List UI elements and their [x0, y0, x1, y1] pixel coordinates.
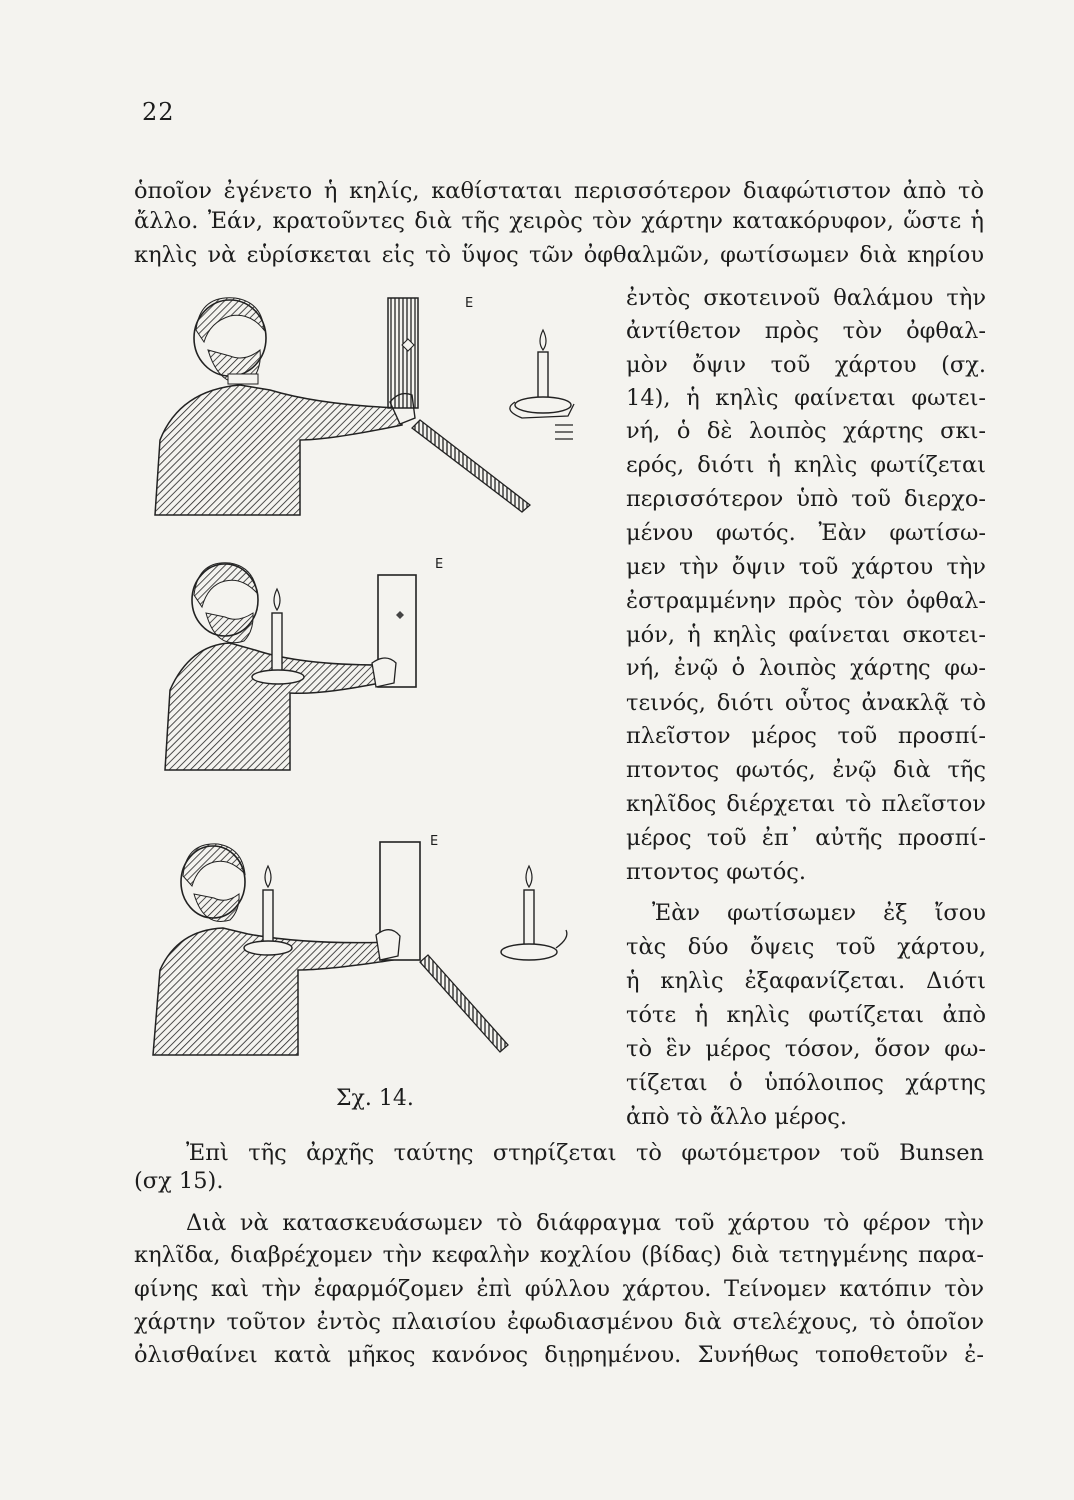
- text-line: μεν τὴν ὄψιν τοῦ χάρτου τὴν: [626, 554, 986, 580]
- text-line: τὰς δύο ὄψεις τοῦ χάρτου,: [626, 934, 986, 960]
- text-line: κηλὶς νὰ εὑρίσκεται εἰς τὸ ὕψος τῶν ὀφθαλμῶν, φωτίσωμεν διὰ κηρίου: [134, 242, 984, 268]
- text-line: ἡ κηλὶς ἐξαφανίζεται. Διότι: [626, 968, 986, 994]
- text-line: κηλῖδος διέρχεται τὸ πλεῖστον: [626, 791, 986, 817]
- text-line: χάρτην τοῦτον ἐντὸς πλαισίου ἐφωδιασμένου διὰ στελέχους, τὸ ὁποῖον: [134, 1309, 984, 1335]
- figure-panel-middle: [150, 555, 470, 775]
- text-line: μένου φωτός. Ἐὰν φωτίσω-: [626, 520, 986, 546]
- text-line: πτοντος φωτός, ἐνῷ διὰ τῆς: [626, 757, 986, 783]
- text-line: τὸ ἓν μέρος τόσον, ὅσον φω-: [626, 1036, 986, 1062]
- text-line: ἄλλο. Ἐάν, κρατοῦντες διὰ τῆς χειρὸς τὸν χάρτην κατακόρυφον, ὥστε ἡ: [134, 208, 984, 234]
- text-line: νή, ὁ δὲ λοιπὸς χάρτης σκι-: [626, 418, 986, 444]
- screen-label: Ε: [435, 557, 444, 572]
- text-line: τεινός, διότι οὗτος ἀνακλᾷ τὸ: [626, 690, 986, 716]
- screen-label: Ε: [430, 834, 439, 849]
- illustration-man-paper-candle: [150, 290, 590, 520]
- text-line: 14), ἡ κηλὶς φαίνεται φωτει-: [626, 385, 986, 411]
- text-line: ερός, διότι ἡ κηλὶς φωτίζεται: [626, 452, 986, 478]
- page-number: 22: [142, 98, 175, 126]
- text-line: ὁποῖον ἐγένετο ἡ κηλίς, καθίσταται περισσότερον διαφώτιστον ἀπὸ τὸ: [134, 178, 984, 204]
- text-line: (σχ 15).: [134, 1168, 224, 1194]
- screen-label: Ε: [465, 296, 474, 311]
- text-line: Ἐπὶ τῆς ἀρχῆς ταύτης στηρίζεται τὸ φωτόμετρον τοῦ Bunsen: [186, 1140, 984, 1166]
- text-line: ὀλισθαίνει κατὰ μῆκος κανόνος διῃρημένου. Συνήθως τοποθετοῦν ἐ-: [134, 1342, 984, 1368]
- text-line: Ἐὰν φωτίσωμεν ἐξ ἴσου: [652, 900, 986, 926]
- text-line: Διὰ νὰ κατασκευάσωμεν τὸ διάφραγμα τοῦ χάρτου τὸ φέρον τὴν: [186, 1210, 984, 1236]
- text-line: τίζεται ὁ ὑπόλοιπος χάρτης: [626, 1070, 986, 1096]
- text-line: πτοντος φωτός.: [626, 859, 807, 885]
- text-line: ἐντὸς σκοτεινοῦ θαλάμου τὴν: [626, 285, 986, 311]
- illustration-man-candle-paper: [150, 555, 470, 775]
- text-line: μόν, ἡ κηλὶς φαίνεται σκοτει-: [626, 622, 986, 648]
- text-line: πλεῖστον μέρος τοῦ προσπί-: [626, 723, 986, 749]
- figure-caption: Σχ. 14.: [336, 1086, 414, 1111]
- text-line: μέρος τοῦ ἐπ᾽ αὐτῆς προσπί-: [626, 825, 986, 851]
- text-line: φίνης καὶ τὴν ἐφαρμόζομεν ἐπὶ φύλλου χάρτου. Τείνομεν κατόπιν τὸν: [134, 1276, 984, 1302]
- illustration-man-two-candles: [148, 820, 588, 1060]
- text-line: ἀπὸ τὸ ἄλλο μέρος.: [626, 1104, 848, 1130]
- text-line: ἀντίθετον πρὸς τὸν ὀφθαλ-: [626, 318, 986, 344]
- text-line: νή, ἐνῷ ὁ λοιπὸς χάρτης φω-: [626, 655, 986, 681]
- text-line: κηλῖδα, διαβρέχομεν τὴν κεφαλὴν κοχλίου (βίδας) διὰ τετηγμένης παρα-: [134, 1242, 984, 1268]
- figure-panel-bottom: [148, 820, 588, 1060]
- text-line: μὸν ὄψιν τοῦ χάρτου (σχ.: [626, 352, 986, 378]
- text-line: περισσότερον ὑπὸ τοῦ διερχο-: [626, 486, 986, 512]
- text-line: ἐστραμμένην πρὸς τὸν ὀφθαλ-: [626, 588, 986, 614]
- text-line: τότε ἡ κηλὶς φωτίζεται ἀπὸ: [626, 1002, 986, 1028]
- figure-panel-top: [150, 290, 590, 520]
